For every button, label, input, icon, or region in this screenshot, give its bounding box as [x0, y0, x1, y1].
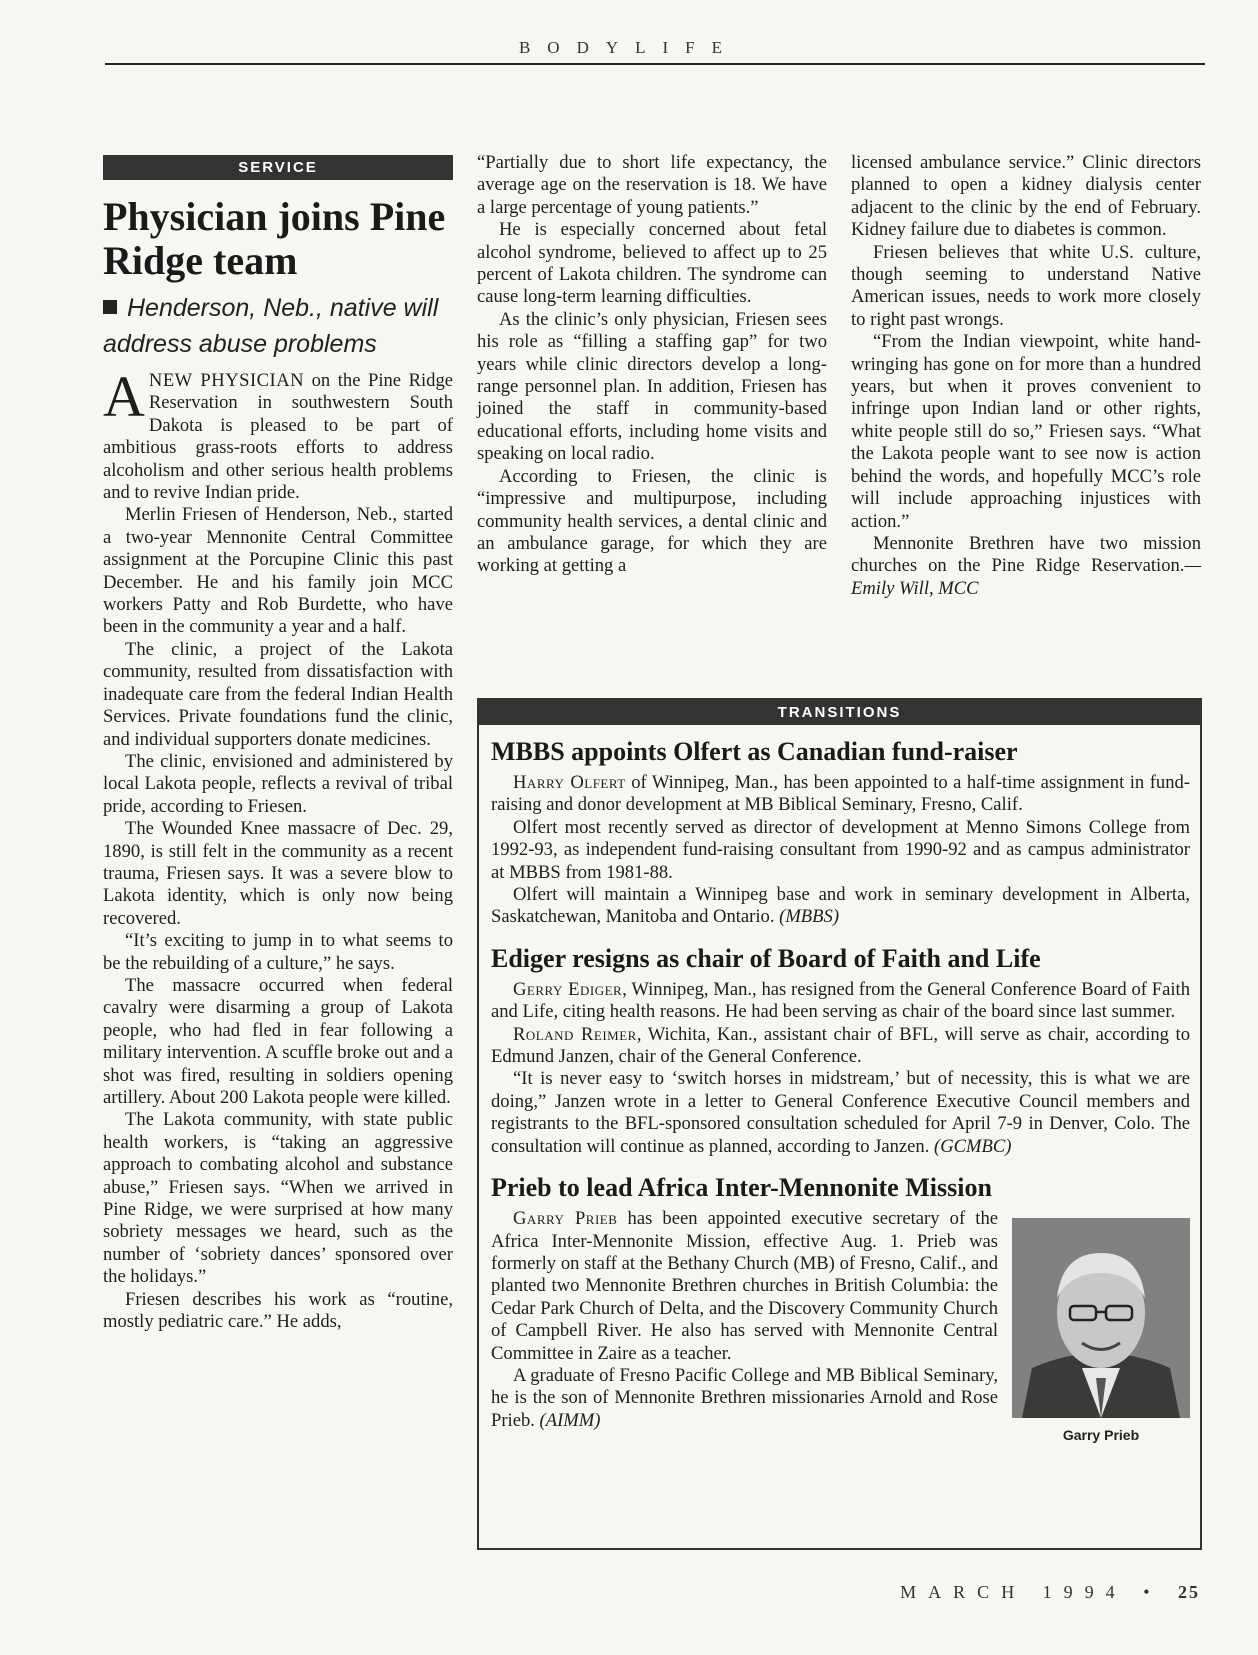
- paragraph: [491, 1068, 1190, 1158]
- paragraph: [491, 884, 1190, 929]
- header-rule: [105, 63, 1205, 65]
- portrait-photo: [1012, 1218, 1190, 1446]
- article-column-2: [477, 152, 827, 578]
- article-headline: Physician joins Pine Ridge team: [103, 194, 446, 283]
- transition-headline: Prieb to lead Africa Inter-Mennonite Mission: [491, 1173, 992, 1203]
- person-name: Roland Reimer: [513, 1023, 637, 1045]
- paragraph: Olfert most recently served as director of development at Menno Simons College from 1992-93, as independent fund-raising consultant from 1990-92 and as campus administrator at MBBS from 1981-88.: [491, 816, 1190, 883]
- folio-bullet: •: [1143, 1582, 1162, 1602]
- drop-cap: A: [103, 364, 145, 429]
- lead-caps: NEW PHYSICIAN: [148, 370, 305, 391]
- paragraph: The massacre occurred when federal cavalry were disarming a group of Lakota people, who had fled in fear following a military intervention. A scuffle broke out and a shot was fired, resulting in soldiers opening artillery. About 200 Lakota people were killed.: [103, 974, 453, 1108]
- paragraph-text: Olfert will maintain a Winnipeg base and work in seminary development in Alberta, Saskatchewan, Manitoba and Ontario.: [491, 884, 1190, 928]
- transitions-banner: TRANSITIONS: [479, 700, 1200, 725]
- paragraph: licensed ambulance service.” Clinic directors planned to open a kidney dialysis center adjacent to the clinic by the end of February. Kidney failure due to diabetes is common.: [851, 152, 1201, 241]
- paragraph: He is especially concerned about fetal alcohol syndrome, believed to affect up to 25 percent of Lakota children. The syndrome can cause long-term learning difficulties.: [477, 219, 827, 308]
- running-head: BODYLIFE: [518, 38, 740, 57]
- transition-item-prieb: [491, 1172, 1190, 1444]
- transitions-box: [477, 698, 1202, 1550]
- paragraph: According to Friesen, the clinic is “impressive and multipurpose, including community health services, a dental clinic and an ambulance garage, for which they are working at getting a: [477, 465, 827, 577]
- paragraph: Friesen describes his work as “routine, mostly pediatric care.” He adds,: [103, 1288, 453, 1333]
- paragraph-text: of Winnipeg, Man., has been appointed to a half-time assignment in fund-raising and donor development at MB Biblical Seminary, Fresno, Calif.: [491, 772, 1190, 816]
- deck-bullet-icon: [103, 300, 117, 314]
- paragraph-text: has been appointed executive secretary of the Africa Inter-Mennonite Mission, effective Aug. 1. Prieb was formerly on staff at the Bethany Church (MB) of Fresno, Calif., and planted two Mennonite Brethren churches in British Columbia: the Cedar Park Church of Delta, and the Discovery Community Church of Campbell River. He also has served with Mennonite Central Committee in Zaire as a teacher.: [491, 1208, 998, 1364]
- paragraph-text: A graduate of Fresno Pacific College and MB Biblical Seminary, he is the son of Mennonite Brethren missionaries Arnold and Rose Prieb.: [491, 1364, 998, 1431]
- paragraph: The Wounded Knee massacre of Dec. 29, 1890, is still felt in the community as a recent trauma, Friesen says. It was a severe blow to Lakota identity, which is only now being recovered.: [103, 818, 453, 929]
- transition-headline: Ediger resigns as chair of Board of Faith and Life: [491, 943, 1041, 973]
- folio: [900, 1582, 1200, 1603]
- lead-paragraph: [103, 364, 454, 504]
- paragraph-text: Mennonite Brethren have two mission churches on the Pine Ridge Reservation.: [851, 532, 1201, 577]
- transition-item-olfert: [491, 736, 1190, 929]
- article-column-3: [851, 152, 1201, 600]
- paragraph: The clinic, a project of the Lakota community, resulted from dissatisfaction with inadequate care from the federal Indian Health Services. Private foundations fund the clinic, and individual supporters donate medicines.: [103, 638, 453, 750]
- source-credit: (MBBS): [779, 906, 840, 928]
- deck-text: Henderson, Neb., native will address abuse problems: [103, 294, 439, 358]
- paragraph: As the clinic’s only physician, Friesen sees his role as “filling a staffing gap” for two years while clinic directors develop a long-range personnel plan. In addition, Friesen has joined the staff in community-based educational efforts, including home visits and speaking on local radio.: [477, 308, 827, 465]
- source-credit: (AIMM): [539, 1409, 601, 1431]
- article-deck: [103, 290, 463, 362]
- paragraph-text: , Wichita, Kan., assistant chair of BFL, will serve as chair, according to Edmund Janzen, chair of the General Conference.: [491, 1023, 1190, 1068]
- portrait-image: [1012, 1218, 1190, 1418]
- person-name: Garry Prieb: [513, 1208, 618, 1230]
- paragraph: [491, 772, 1190, 817]
- person-name: Gerry Ediger: [513, 978, 623, 1000]
- paragraph: “Partially due to short life expectancy, the average age on the reservation is 18. We have a large percentage of young patients.”: [477, 152, 827, 218]
- page-number: 25: [1178, 1582, 1200, 1602]
- paragraph-text: , Winnipeg, Man., has resigned from the General Conference Board of Faith and Life, citing health reasons. He had been serving as chair of the board since last summer.: [491, 978, 1190, 1023]
- folio-date: MARCH 1994: [900, 1582, 1127, 1602]
- article-column-1: [103, 364, 454, 1333]
- paragraph: The clinic, envisioned and administered by local Lakota people, reflects a revival of tribal pride, according to Friesen.: [103, 750, 453, 817]
- transition-headline: MBBS appoints Olfert as Canadian fund-raiser: [491, 737, 1018, 766]
- paragraph: [491, 979, 1190, 1024]
- paragraph: The Lakota community, with state public health workers, is “taking an aggressive approach to combating alcohol and substance abuse,” Friesen says. “When we arrived in Pine Ridge, we were surprised at how many sobriety messages we heard, such as the number of ‘sobriety dances’ sponsored over the holidays.”: [103, 1109, 453, 1288]
- byline: —Emily Will, MCC: [851, 555, 1201, 599]
- last-paragraph: [851, 533, 1201, 600]
- transition-item-ediger: [491, 943, 1190, 1158]
- lead-text: on the Pine Ridge Reservation in southwestern South Dakota is pleased to be part of ambitious grass-roots efforts to address alcoholism and other serious health problems and to revive Indian pride.: [103, 370, 454, 504]
- paragraph: Merlin Friesen of Henderson, Neb., started a two-year Mennonite Central Committee assignment at the Porcupine Clinic this past December. He and his family join MCC workers Patty and Rob Burdette, who have been in the community a year and a half.: [103, 504, 453, 638]
- paragraph: [491, 1024, 1190, 1069]
- service-banner: SERVICE: [103, 155, 453, 180]
- paragraph: “From the Indian viewpoint, white hand-wringing has gone on for more than a hundred years, but when it proves convenient to infringe upon Indian land or other rights, white people still do so,” Friesen says. “What the Lakota people want to see now is action behind the words, and hopefully MCC’s role will include approaching injustices with action.”: [851, 331, 1201, 532]
- paragraph-text: “It is never easy to ‘switch horses in midstream,’ but of necessity, this is what we are doing,” Janzen wrote in a letter to General Conference Executive Council members and registrants to the BFL-sponsored consultation scheduled for April 7-9 in Denver, Colo. The consultation will continue as planned, according to Janzen.: [491, 1068, 1190, 1157]
- person-name: Harry Olfert: [513, 772, 626, 793]
- source-credit: (GCMBC): [934, 1135, 1012, 1157]
- paragraph: Friesen believes that white U.S. culture, though seeming to understand Native American issues, needs to work more closely to right past wrongs.: [851, 241, 1201, 330]
- paragraph: “It’s exciting to jump in to what seems to be the rebuilding of a culture,” he says.: [103, 930, 453, 974]
- photo-caption: Garry Prieb: [1062, 1427, 1140, 1444]
- transitions-body: [491, 736, 1190, 1451]
